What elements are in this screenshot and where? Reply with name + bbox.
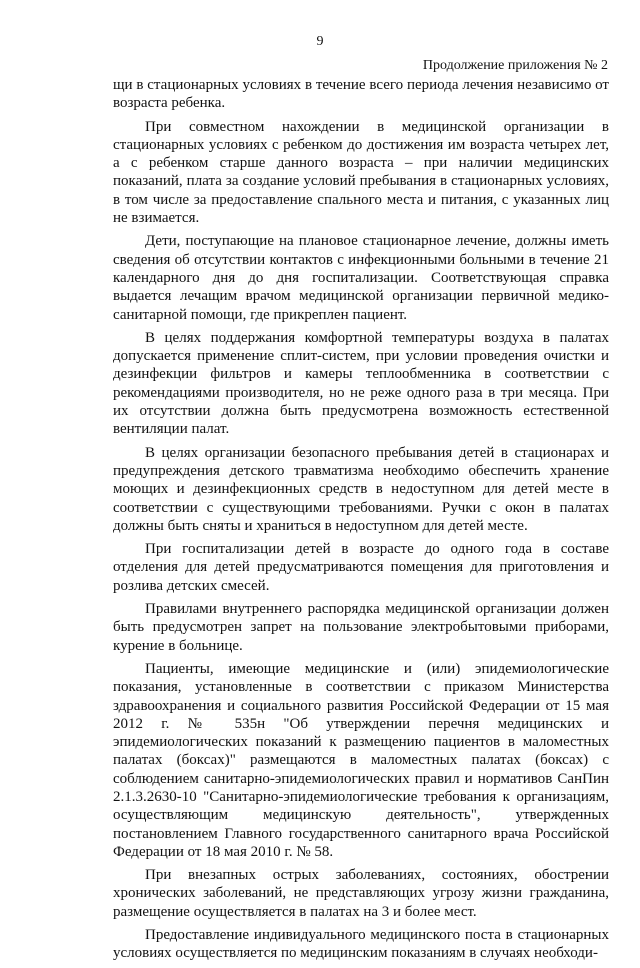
- page-number: 9: [316, 34, 324, 49]
- paragraph: щи в стационарных условиях в течение всего периода лечения независимо от возраста ребенка.: [113, 77, 609, 112]
- paragraph: В целях организации безопасного пребывания детей в стационарах и предупреждения детского травматизма необходимо обеспечить хранение моющих и дезинфекционных средств в недоступном для детей месте в соответствии с существующими требованиями. Ручки с окон в палатах должны быть сняты и храниться в недоступном для детей месте.: [113, 444, 609, 534]
- continuation-label: Продолжение приложения № 2: [422, 58, 608, 73]
- paragraph: При госпитализации детей в возрасте до одного года в составе отделения для детей предусматриваются помещения для приготовления и розлива детских смесей.: [113, 541, 609, 594]
- paragraph: Правилами внутреннего распорядка медицинской организации должен быть предусмотрен запрет на пользование электробытовыми приборами, курение в больнице.: [113, 601, 609, 654]
- document-body: [113, 76, 609, 968]
- paragraph: Дети, поступающие на плановое стационарное лечение, должны иметь сведения об отсутствии контактов с инфекционными больными в течение 21 календарного дня до дня госпитализации. Соответствующая справка выдается лечащим врачом медицинской организации первичной медико-санитарной помощи, где прикреплен пациент.: [113, 233, 609, 323]
- paragraph: При внезапных острых заболеваниях, состояниях, обострении хронических заболеваний, не представляющих угрозу жизни гражданина, размещение осуществляется в палатах на 3 и более мест.: [113, 867, 609, 920]
- paragraph: При совместном нахождении в медицинской организации в стационарных условиях с ребенком до достижения им возраста четырех лет, а с ребенком старше данного возраста – при наличии медицинских показаний, плата за создание условий пребывания в стационарных условиях, в том числе за предоставление спального места и питания, с указанных лиц не взимается.: [113, 118, 609, 227]
- paragraph: Пациенты, имеющие медицинские и (или) эпидемиологические показания, установленные в соответствии с приказом Министерства здравоохранения и социального развития Российской Федерации от 15 мая 2012 г. № 535н "Об утверждении перечня медицинских и эпидемиологических показаний к размещению пациентов в маломестных палатах (боксах)" размещаются в маломестных палатах (боксах) с соблюдением санитарно-эпидемиологических правил и нормативов СанПин 2.1.3.2630-10 "Санитарно-эпидемиологические требования к организациям, осуществляющим медицинскую деятельность", утвержденных постановлением Главного государственного санитарного врача Российской Федерации от 18 мая 2010 г. № 58.: [113, 660, 609, 860]
- paragraph: Предоставление индивидуального медицинского поста в стационарных условиях осуществляется по медицинским показаниям в случаях необходи-: [113, 927, 609, 962]
- paragraph: В целях поддержания комфортной температуры воздуха в палатах допускается применение сплит-систем, при условии проведения очистки и дезинфекции фильтров и камеры теплообменника в соответствии с рекомендациями производителя, но не реже одного раза в три месяца. При их отсутствии должна быть предусмотрена возможность естественной вентиляции палат.: [113, 329, 609, 438]
